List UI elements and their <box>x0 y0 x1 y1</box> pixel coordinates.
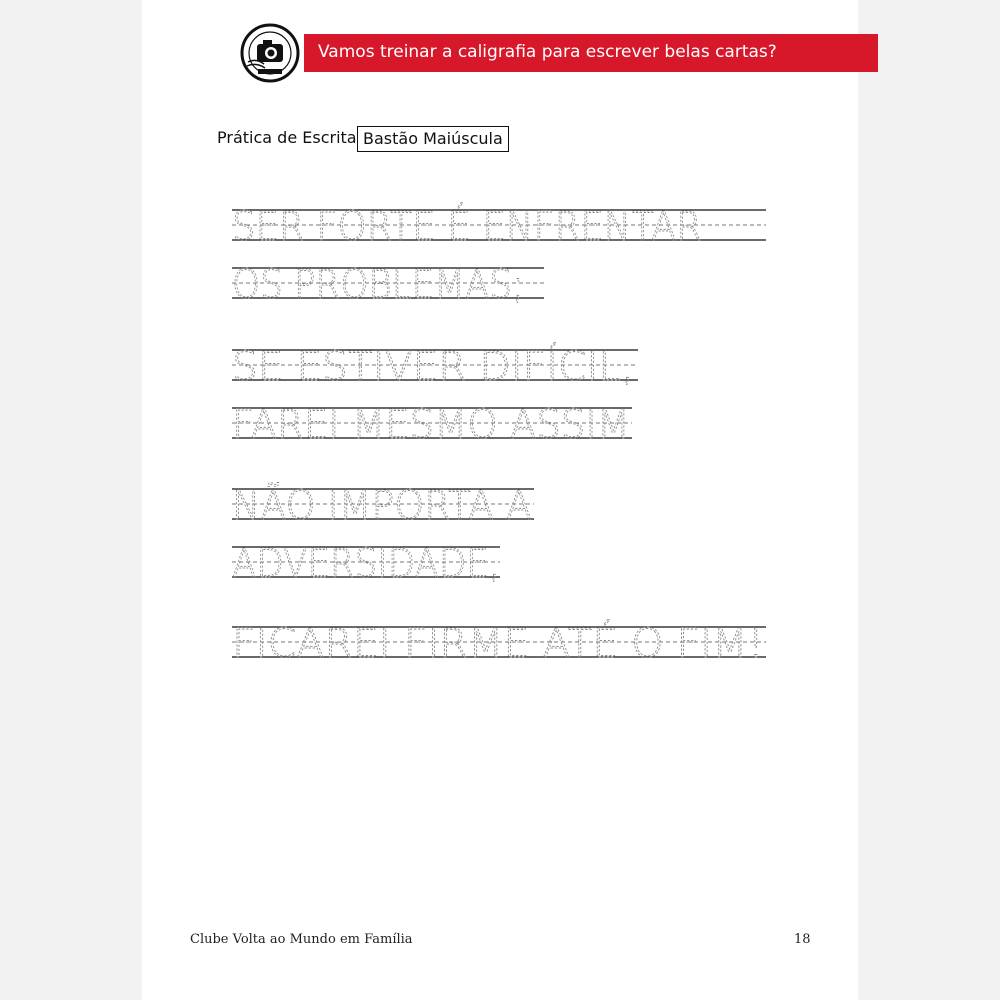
trace-text: OS PROBLEMAS; <box>232 262 524 308</box>
page-title: Vamos treinar a caligrafia para escrever belas cartas? <box>318 42 777 62</box>
tracing-line <box>232 481 549 529</box>
trace-text: FAREI MESMO ASSIM <box>232 402 630 448</box>
tracing-area <box>142 0 858 700</box>
tracing-line <box>232 541 500 587</box>
trace-text: SE ESTIVER DIFÍCIL, <box>232 344 628 390</box>
trace-text: SER FORTE É ENFRENTAR <box>232 204 741 250</box>
practice-label: Prática de Escrita <box>217 128 357 147</box>
trace-text: ADVERSIDADE, <box>232 541 500 587</box>
tracing-line <box>232 402 632 448</box>
footer-club-name: Clube Volta ao Mundo em Família <box>190 932 413 947</box>
tracing-line <box>232 262 544 308</box>
worksheet-page <box>142 0 858 1000</box>
trace-text: NÃO IMPORTA A <box>232 483 549 529</box>
tracing-line <box>232 619 766 667</box>
tracing-line <box>232 342 638 390</box>
page-number: 18 <box>794 932 811 947</box>
practice-style-box: Bastão Maiúscula <box>357 126 509 152</box>
trace-text: FICAREI FIRME ATÉ O FIM! <box>232 621 752 667</box>
tracing-line <box>232 202 766 250</box>
